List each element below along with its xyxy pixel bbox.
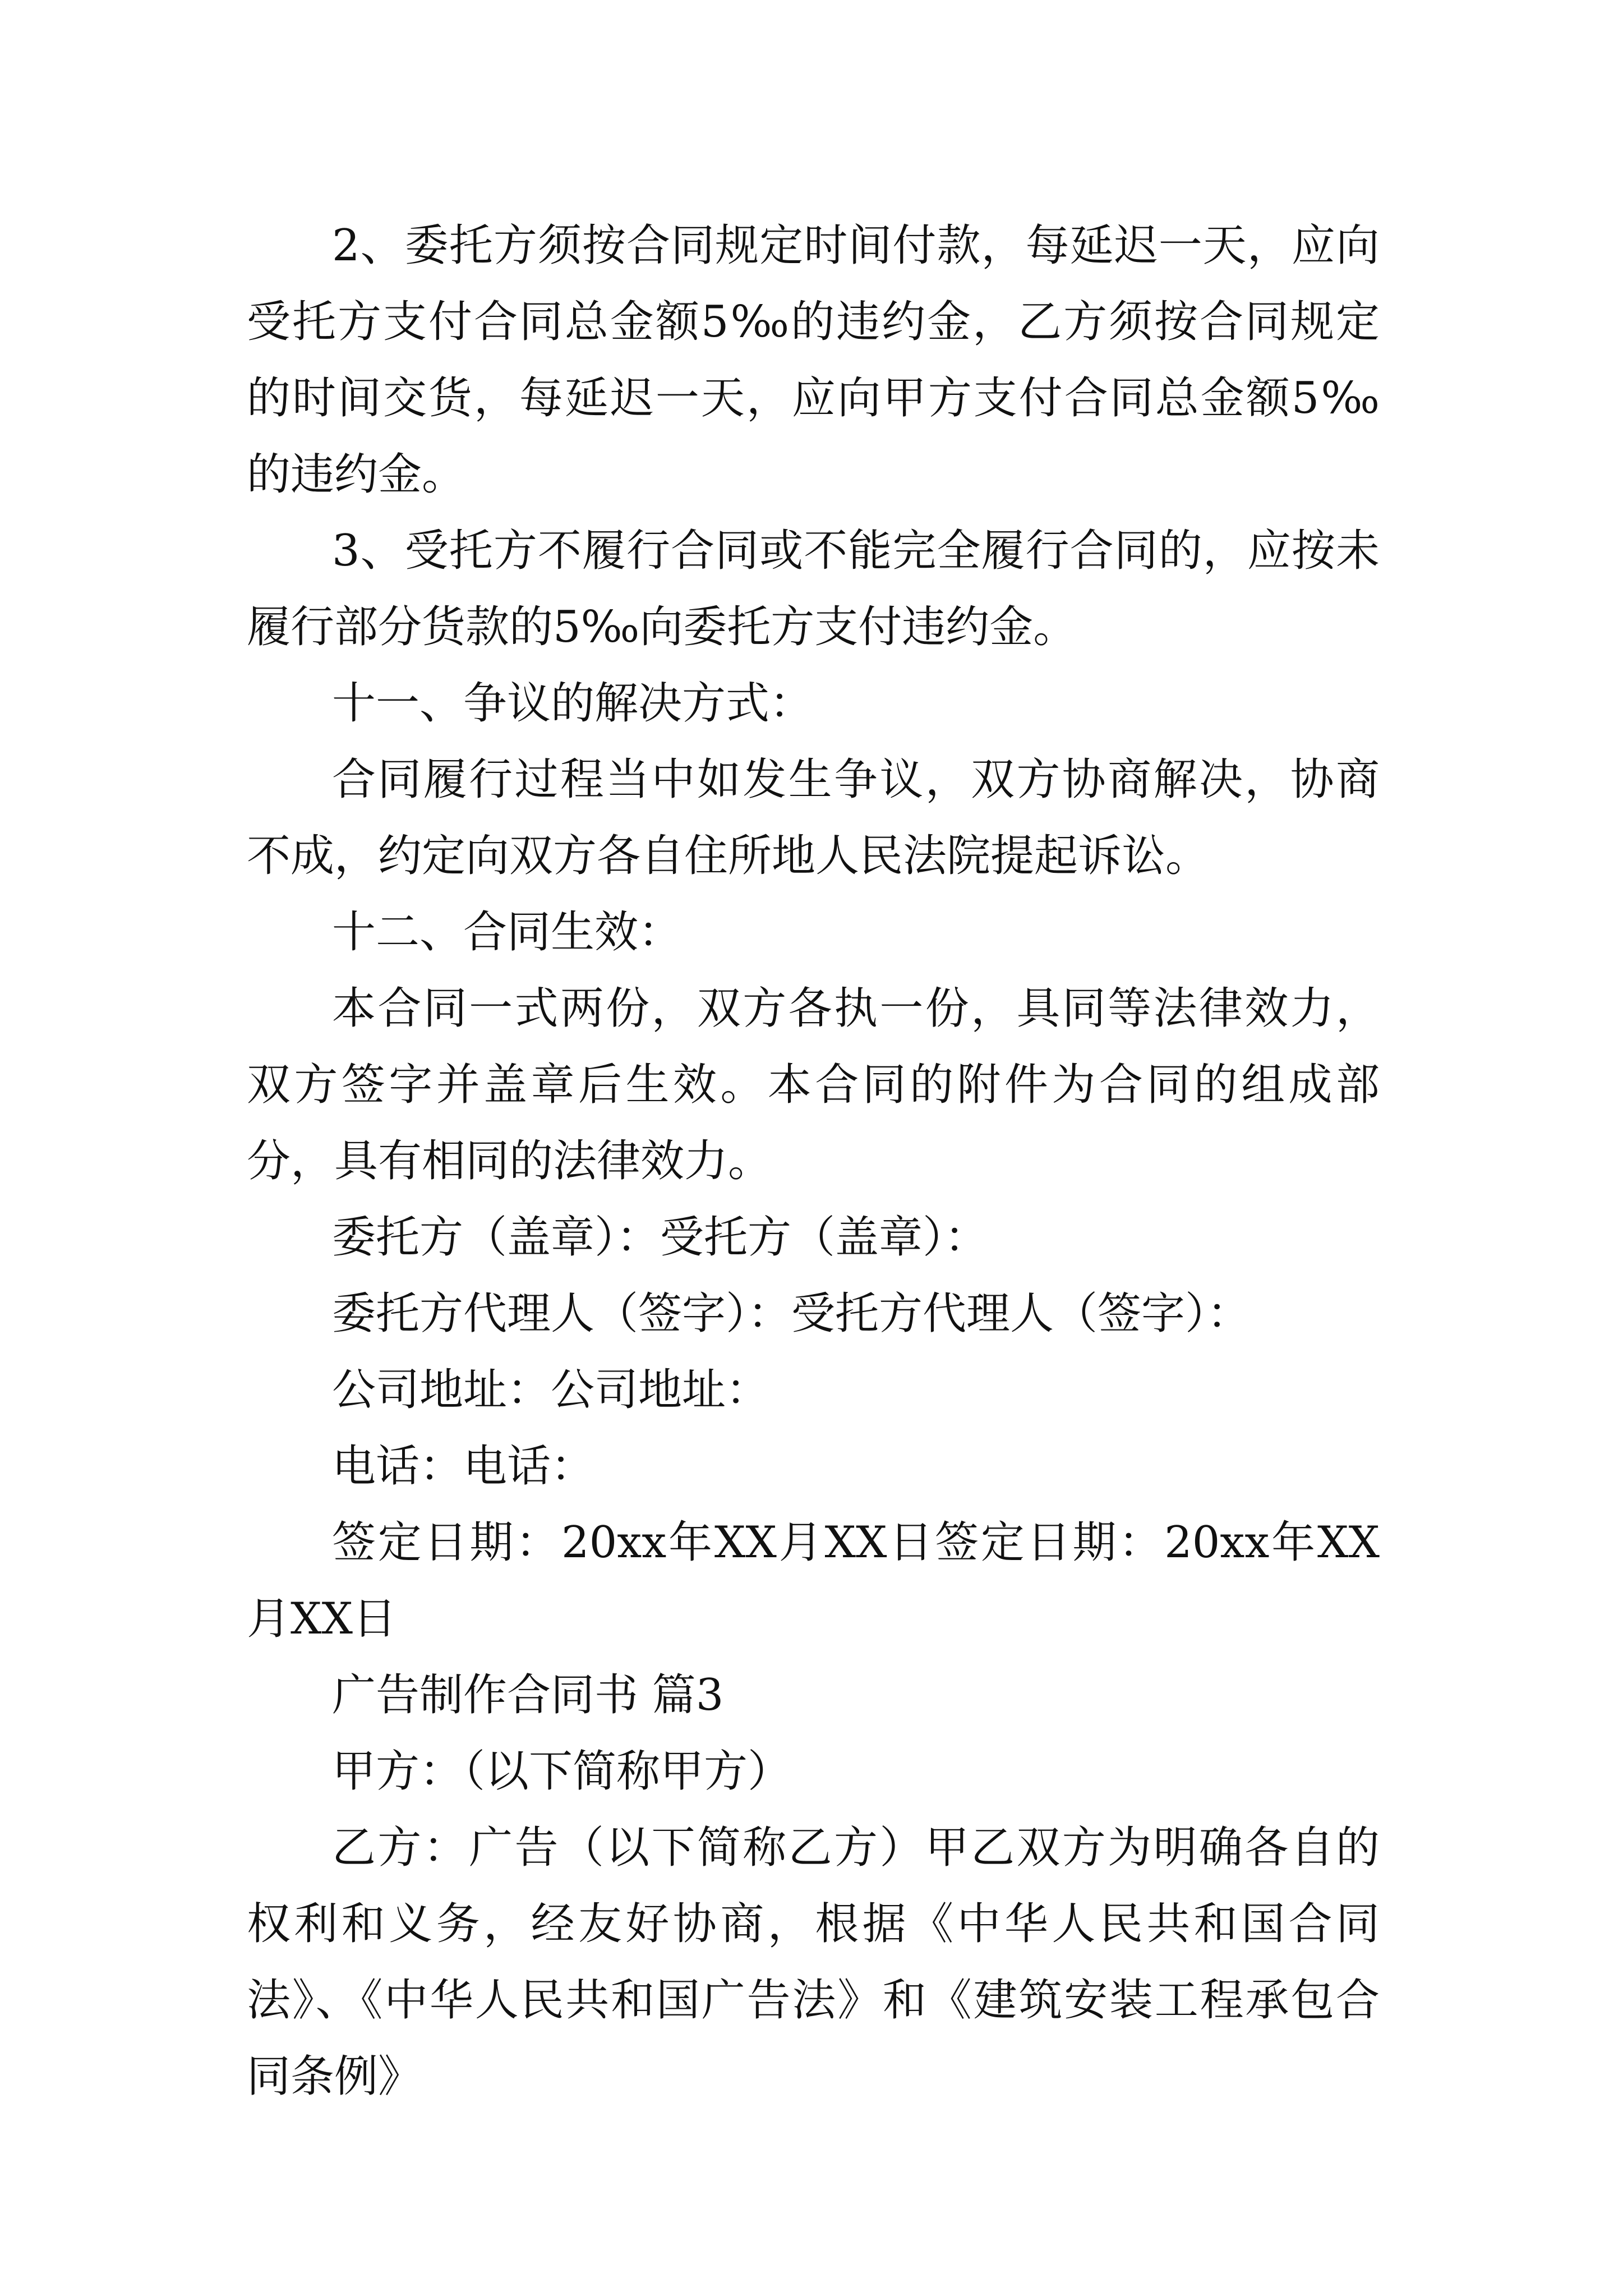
phone-line: 电话：电话： xyxy=(332,1441,595,1492)
contract-title-3: 广告制作合同书 篇3 xyxy=(332,1670,724,1720)
signature-agent-line: 委托方代理人（签字）：受托方代理人（签字）： xyxy=(332,1289,1251,1339)
section-heading-effect: 十二、合同生效： xyxy=(332,907,683,958)
party-b-paragraph: 乙方：广告（以下简称乙方）甲乙双方为明确各自的权利和义务，经友好协商，根据《中华人民共和国合同法》、《中华人民共和国广告法》和《建筑安装工程承包合同条例》 xyxy=(247,1823,1380,2102)
party-a-line: 甲方：（以下简称甲方） xyxy=(332,1746,792,1797)
paragraph-dispute: 合同履行过程当中如发生争议，双方协商解决，协商不成，约定向双方各自住所地人民法院提起诉讼。 xyxy=(247,754,1380,881)
paragraph-effect: 本合同一式两份，双方各执一份，具同等法律效力，双方签字并盖章后生效。本合同的附件为合同的组成部分，具有相同的法律效力。 xyxy=(247,983,1380,1186)
paragraph-penalty-nonperformance: 3、受托方不履行合同或不能完全履行合同的，应按未履行部分货款的5‰向委托方支付违约金。 xyxy=(247,526,1380,652)
address-line: 公司地址：公司地址： xyxy=(332,1365,770,1415)
paragraph-penalty-payment: 2、委托方须按合同规定时间付款，每延迟一天，应向受托方支付合同总金额5‰的违约金，乙方须按合同规定的时间交货，每延迟一天，应向甲方支付合同总金额5‰的违约金。 xyxy=(247,220,1380,500)
signature-seal-line: 委托方（盖章）：受托方（盖章）： xyxy=(332,1212,989,1263)
date-line: 签定日期：20xx年XX月XX日签定日期：20xx年XX月XX日 xyxy=(247,1517,1380,1644)
section-heading-dispute: 十一、争议的解决方式： xyxy=(332,678,814,729)
document-body xyxy=(247,208,1380,2115)
